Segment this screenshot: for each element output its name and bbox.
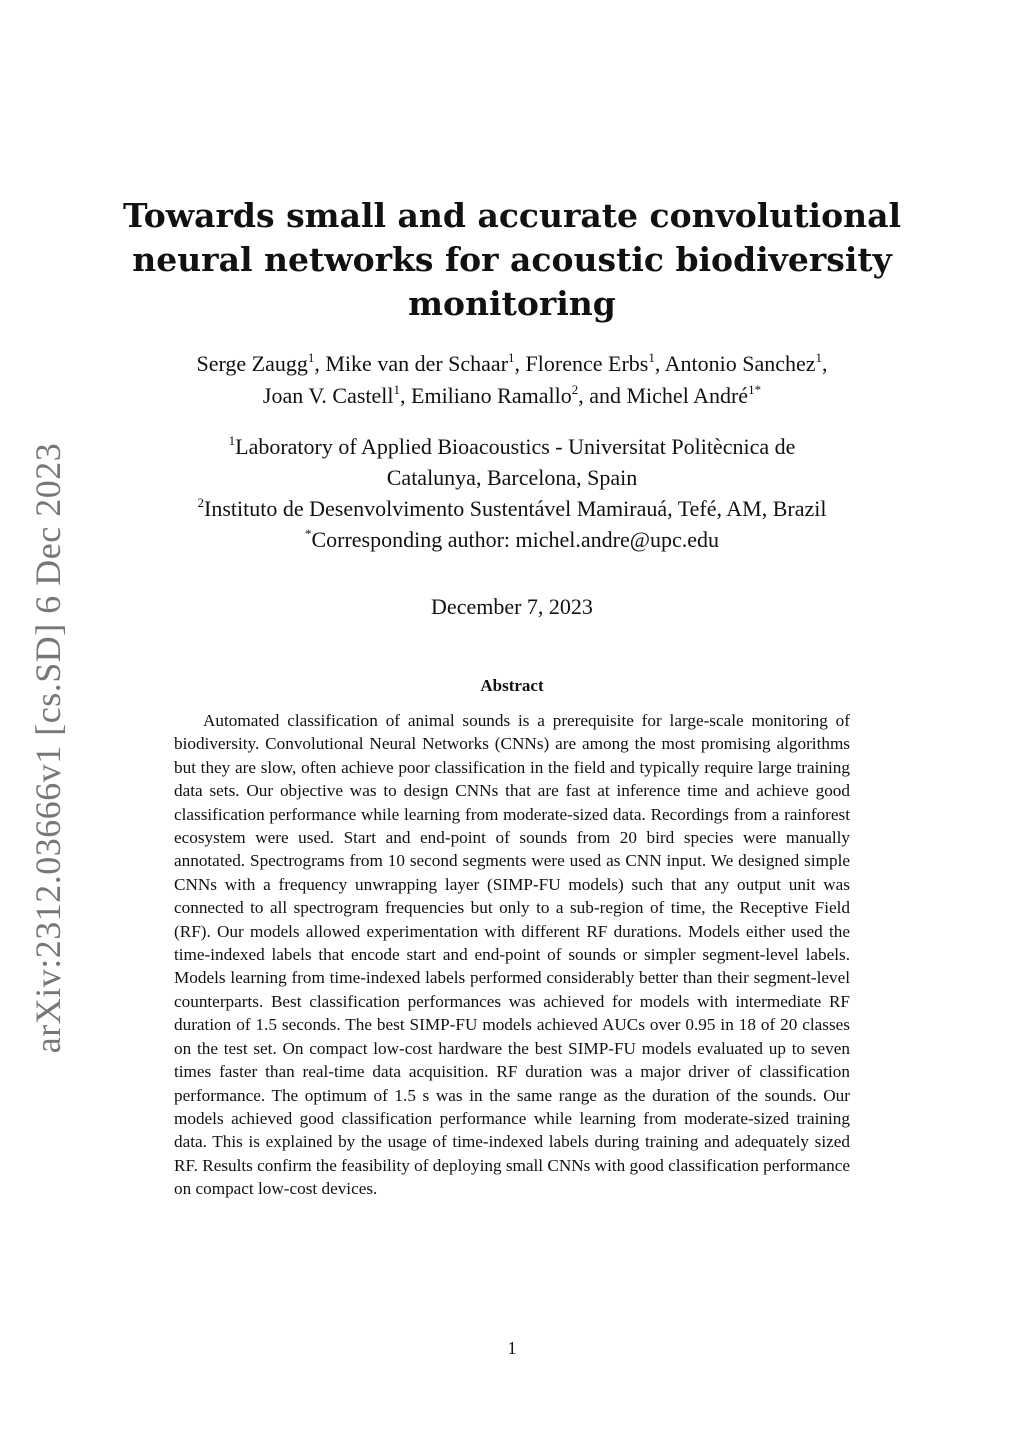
author-name: Mike van der Schaar bbox=[325, 351, 509, 376]
abstract-body: Automated classification of animal sounds is a prerequisite for large-scale monitoring of biodiversity. Convolutional Neural Networks (CNNs) are among the most promising algorithms but they are slow, often achieve poor classification in the field and typically require large training data sets. Our objective was to design CNNs that are fast at inference time and achieve good classification performance while learning from moderate-sized data. Recordings from a rainforest ecosystem were used. Start and end-point of sounds from 20 bird species were manually annotated. Spectrograms from 10 second segments were used as CNN input. We designed simple CNNs with a frequency unwrapping layer (SIMP-FU models) such that any output unit was connected to all spectrogram frequencies but only to a sub-region of time, the Receptive Field (RF). Our models allowed experimentation with different RF durations. Models either used the time-indexed labels that encode start and end-point of sounds or simpler segment-level labels. Models learning from time-indexed labels performed considerably better than their segment-level counterparts. Best classification performances was achieved for models with intermediate RF duration of 1.5 seconds. The best SIMP-FU models achieved AUCs over 0.95 in 18 of 20 classes on the test set. On compact low-cost hardware the best SIMP-FU models evaluated up to seven times faster than real-time data acquisition. RF duration was a major driver of classification performance. The optimum of 1.5 s was in the same range as the duration of the sounds. Our models achieved good classification performance while learning from moderate-sized training data. This is explained by the usage of time-indexed labels during training and adequately sized RF. Results confirm the feasibility of deploying small CNNs with good classification performance on compact low-cost devices. bbox=[174, 711, 850, 1199]
author-separator: , and bbox=[578, 383, 627, 408]
author-line-2 bbox=[72, 380, 952, 412]
corresponding-author-text: Corresponding author: michel.andre@upc.edu bbox=[311, 527, 720, 552]
author-separator: , bbox=[514, 351, 526, 376]
author-affiliation-mark: 1 bbox=[307, 350, 315, 365]
author-separator: , bbox=[822, 351, 828, 376]
author-affiliation-mark: 1* bbox=[748, 382, 762, 397]
affiliation-text: Laboratory of Applied Bioacoustics - Universitat Politècnica de bbox=[235, 434, 796, 459]
author-name: Serge Zaugg bbox=[196, 351, 308, 376]
publication-date: December 7, 2023 bbox=[431, 594, 593, 619]
affiliation-1-line-2: Catalunya, Barcelona, Spain bbox=[386, 465, 638, 490]
author-separator: , bbox=[654, 351, 665, 376]
affiliation-2 bbox=[72, 493, 952, 524]
title-line-1: Towards small and accurate convolutional bbox=[122, 196, 902, 235]
author-name: Antonio Sanchez bbox=[664, 351, 816, 376]
affiliation-mark: 2 bbox=[197, 495, 204, 510]
author-name: Joan V. Castell bbox=[262, 383, 394, 408]
author-affiliation-mark: 2 bbox=[571, 382, 579, 397]
author-separator: , bbox=[400, 383, 412, 408]
author-name: Michel André bbox=[626, 383, 749, 408]
title-line-3: monitoring bbox=[408, 284, 616, 323]
author-line-1 bbox=[72, 348, 952, 380]
corresponding-author bbox=[72, 524, 952, 555]
author-affiliation-mark: 1 bbox=[815, 350, 823, 365]
author-affiliation-mark: 1 bbox=[648, 350, 655, 365]
author-affiliation-mark: 1 bbox=[508, 350, 515, 365]
page-number: 1 bbox=[507, 1338, 517, 1358]
author-name: Emiliano Ramallo bbox=[411, 383, 572, 408]
title-line-2: neural networks for acoustic biodiversity bbox=[132, 240, 892, 279]
arxiv-identifier[interactable]: arXiv:2312.03666v1 [cs.SD] 6 Dec 2023 bbox=[28, 442, 68, 1054]
affiliation-1-line-1 bbox=[72, 431, 952, 462]
author-separator: , bbox=[314, 351, 326, 376]
paper-title bbox=[112, 194, 912, 326]
affiliations bbox=[72, 431, 952, 555]
affiliation-mark: 1 bbox=[228, 433, 236, 448]
affiliation-text: Instituto de Desenvolvimento Sustentável Mamirauá, Tefé, AM, Brazil bbox=[204, 496, 827, 521]
author-affiliation-mark: 1 bbox=[393, 382, 401, 397]
abstract-heading: Abstract bbox=[480, 676, 544, 695]
corresponding-mark: * bbox=[304, 526, 312, 541]
author-name: Florence Erbs bbox=[525, 351, 649, 376]
author-list bbox=[72, 348, 952, 412]
